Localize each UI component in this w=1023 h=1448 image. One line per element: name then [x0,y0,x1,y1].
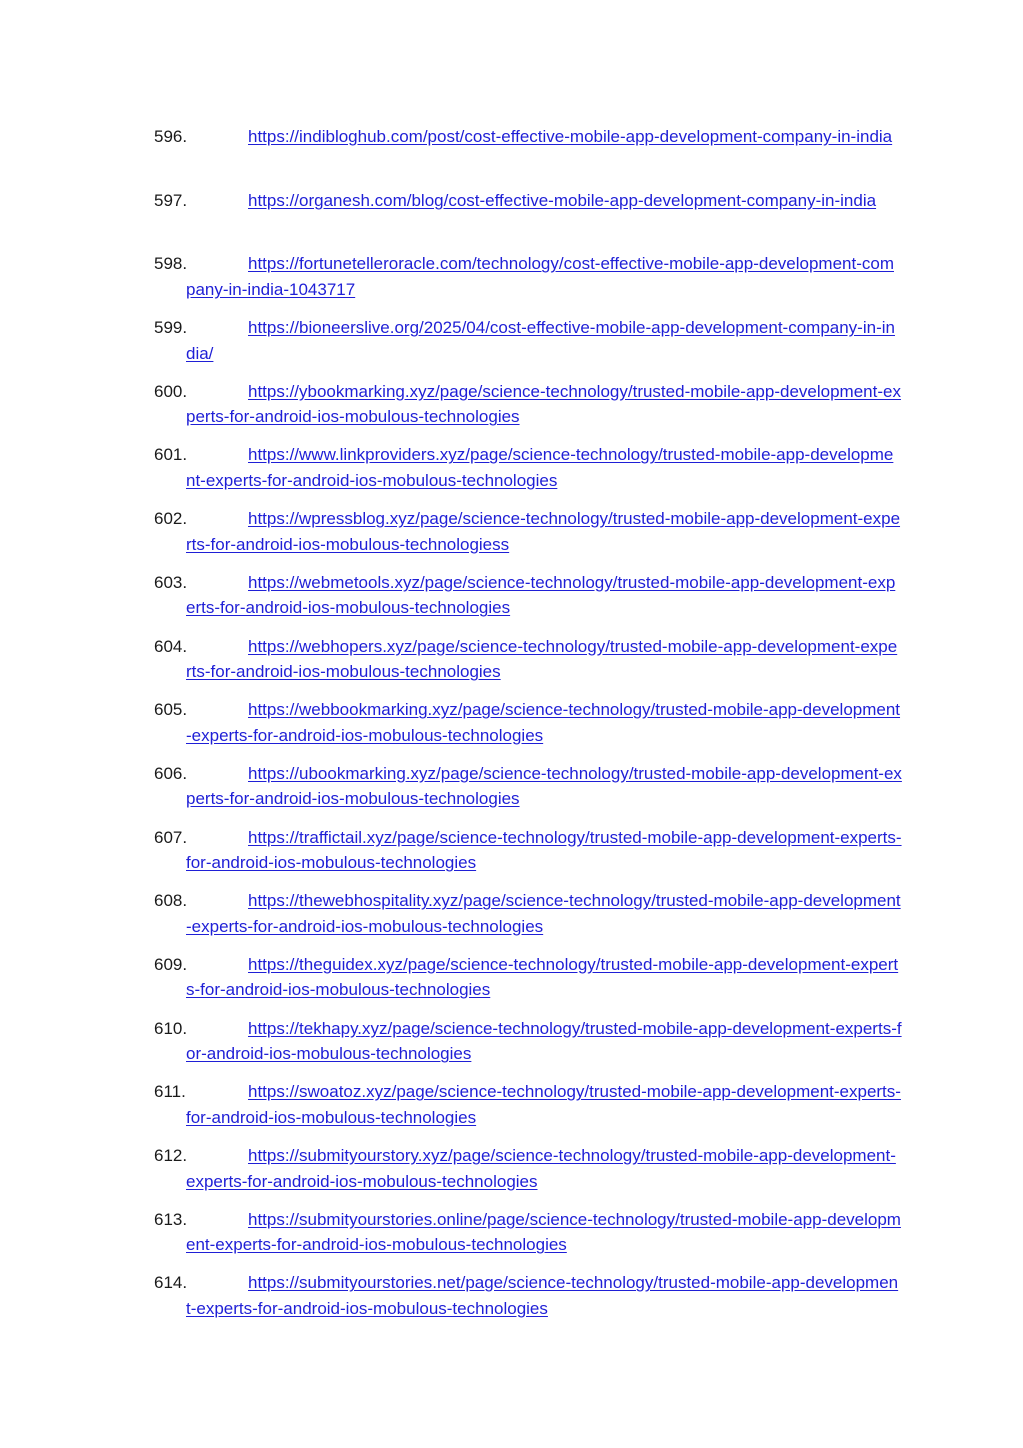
item-number: 602. [154,509,188,529]
list-item [154,952,902,1016]
link-block [186,1016,902,1067]
list-item [154,888,902,952]
link-block [186,570,902,621]
list-item [154,379,902,443]
url-link[interactable]: https://traffictail.xyz/page/science-technology/trusted-mobile-app-development-experts-for-android-ios-mobulous-technologies [186,827,902,873]
url-link[interactable]: https://ybookmarking.xyz/page/science-technology/trusted-mobile-app-development-experts-for-android-ios-mobulous-technologies [186,381,901,427]
item-number: 605. [154,700,188,720]
url-link[interactable]: https://thewebhospitality.xyz/page/science-technology/trusted-mobile-app-development-experts-for-android-ios-mobulous-technologies [186,891,901,936]
url-link[interactable]: https://webbookmarking.xyz/page/science-technology/trusted-mobile-app-development-experts-for-android-ios-mobulous-technologies [186,700,901,745]
link-block [186,506,902,557]
link-block [186,761,902,812]
item-number: 601. [154,445,188,465]
list-item [154,1270,902,1334]
item-number: 610. [154,1018,188,1038]
url-link[interactable]: https://theguidex.xyz/page/science-technology/trusted-mobile-app-development-experts-for-android-ios-mobulous-technologies [186,954,899,1000]
list-item [154,506,902,570]
url-link[interactable]: https://webmetools.xyz/page/science-technology/trusted-mobile-app-development-experts-for-android-ios-mobulous-technologies [186,572,896,618]
list-item [154,315,902,379]
link-list [154,124,902,1334]
link-block [186,188,902,214]
item-number: 612. [154,1146,188,1165]
link-block [186,888,902,939]
list-item [154,761,902,825]
item-number: 596. [154,127,188,146]
list-item [154,1143,902,1207]
link-block [186,1207,902,1258]
item-number: 614. [154,1273,188,1293]
link-block [186,952,902,1003]
list-item [154,188,902,252]
url-link[interactable]: https://indibloghub.com/post/cost-effective-mobile-app-development-company-in-india [248,127,893,146]
url-link[interactable]: https://wpressblog.xyz/page/science-technology/trusted-mobile-app-development-experts-for-android-ios-mobulous-technologiess [186,509,901,554]
item-number: 606. [154,763,188,783]
url-link[interactable]: https://webhopers.xyz/page/science-technology/trusted-mobile-app-development-experts-for-android-ios-mobulous-technologies [186,636,898,681]
item-number: 600. [154,381,188,401]
item-number: 598. [154,254,188,274]
url-link[interactable]: https://www.linkproviders.xyz/page/science-technology/trusted-mobile-app-development-experts-for-android-ios-mobulous-technologies [186,445,894,490]
item-number: 599. [154,318,188,338]
list-item [154,1207,902,1271]
list-item [154,1079,902,1143]
url-link[interactable]: https://tekhapy.xyz/page/science-technology/trusted-mobile-app-development-experts-for-android-ios-mobulous-technologies [186,1018,902,1064]
list-item [154,442,902,506]
item-number: 613. [154,1209,188,1229]
url-link[interactable]: https://fortunetelleroracle.com/technology/cost-effective-mobile-app-development-company-in-india-1043717 [186,254,894,299]
url-link[interactable]: https://swoatoz.xyz/page/science-technology/trusted-mobile-app-development-experts-for-android-ios-mobulous-technologies [186,1082,901,1127]
link-block [186,251,902,302]
link-block [186,634,902,685]
item-number: 608. [154,891,188,911]
link-block [186,697,902,748]
url-link[interactable]: https://ubookmarking.xyz/page/science-technology/trusted-mobile-app-development-experts-for-android-ios-mobulous-technologies [186,763,902,809]
list-item [154,697,902,761]
link-block [186,825,902,876]
item-number: 603. [154,572,188,592]
link-block [186,1079,902,1130]
item-number: 609. [154,954,188,974]
link-block [186,379,902,430]
item-number: 604. [154,636,188,656]
item-number: 611. [154,1082,186,1102]
url-link[interactable]: https://bioneerslive.org/2025/04/cost-effective-mobile-app-development-company-in-india/ [186,318,895,363]
url-link[interactable]: https://submityourstory.xyz/page/science-technology/trusted-mobile-app-development-experts-for-android-ios-mobulous-technologies [186,1146,896,1191]
item-number: 597. [154,190,188,210]
link-block [186,315,902,366]
url-link[interactable]: https://submityourstories.net/page/science-technology/trusted-mobile-app-development-experts-for-android-ios-mobulous-technologies [186,1273,899,1318]
link-block [186,442,902,493]
url-link[interactable]: https://organesh.com/blog/cost-effective-mobile-app-development-company-in-india [248,190,877,210]
item-number: 607. [154,827,188,847]
list-item [154,634,902,698]
list-item [154,124,902,188]
list-item [154,1016,902,1080]
link-block [186,1270,902,1321]
list-item [154,825,902,889]
url-link[interactable]: https://submityourstories.online/page/science-technology/trusted-mobile-app-development-experts-for-android-ios-mobulous-technologies [186,1209,901,1255]
list-item [154,251,902,315]
link-block [186,1143,902,1194]
list-item [154,570,902,634]
link-block [186,124,902,150]
